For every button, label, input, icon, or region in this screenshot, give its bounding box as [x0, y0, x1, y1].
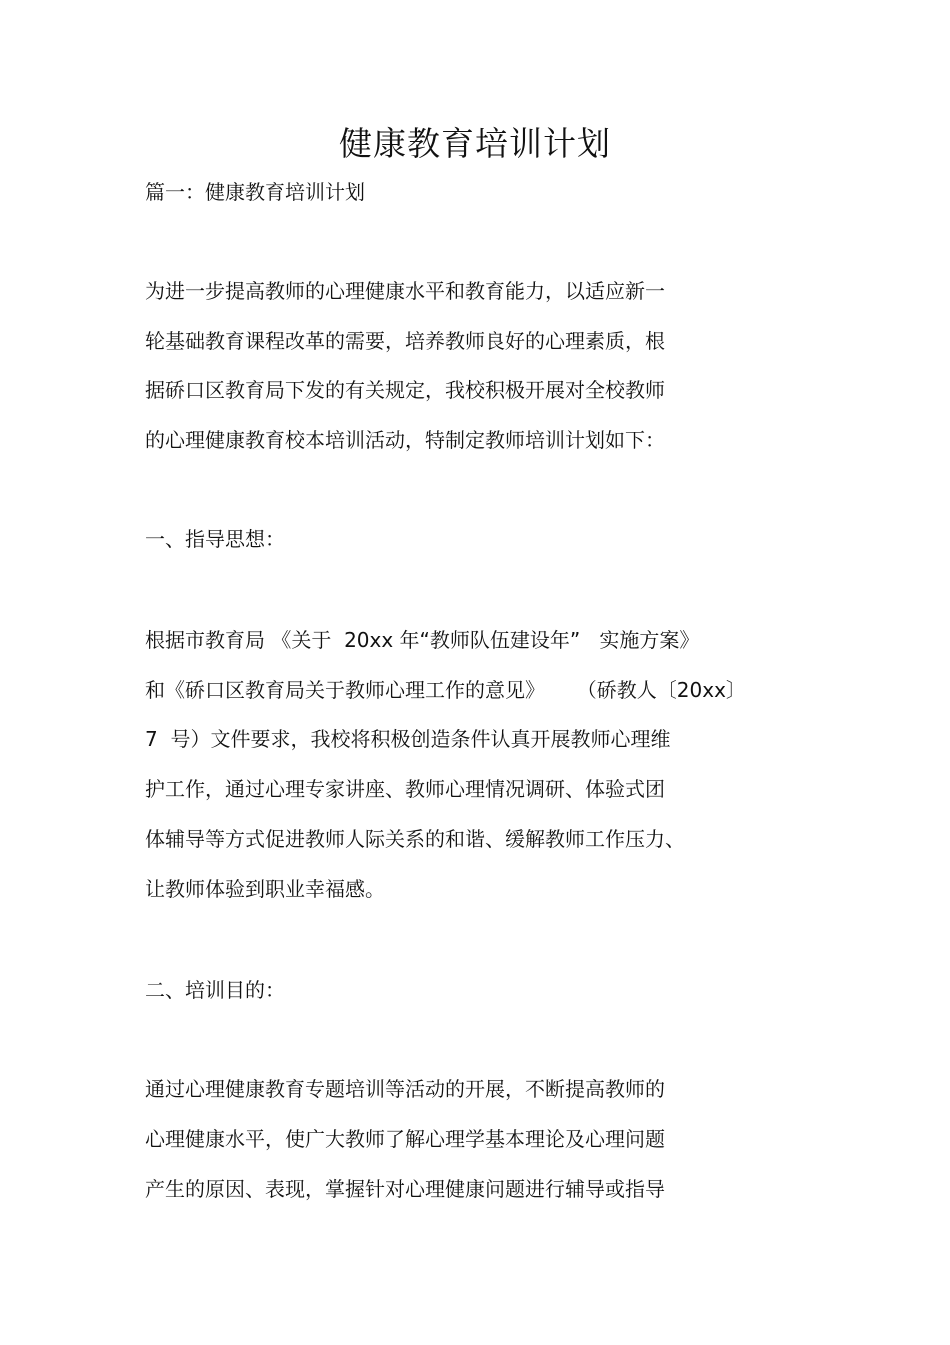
page-title: 健康教育培训计划: [339, 124, 611, 163]
paragraph-line: 体辅导等方式促进教师人际关系的和谐、缓解教师工作压力、: [145, 827, 685, 851]
paragraph-line: 根据市教育局 《关于 20xx 年“教师队伍建设年” 实施方案》: [145, 628, 700, 652]
subtitle: 篇一：健康教育培训计划: [145, 180, 365, 204]
paragraph-line: 轮基础教育课程改革的需要，培养教师良好的心理素质，根: [145, 329, 665, 353]
paragraph-line: 为进一步提高教师的心理健康水平和教育能力，以适应新一: [145, 279, 665, 303]
paragraph-line: 让教师体验到职业幸福感。: [145, 877, 385, 901]
paragraph-line: 心理健康水平，使广大教师了解心理学基本理论及心理问题: [145, 1127, 665, 1151]
section-heading-guiding-ideology: 一、指导思想：: [145, 527, 285, 551]
paragraph-line: 7 号）文件要求，我校将积极创造条件认真开展教师心理维: [145, 727, 671, 751]
paragraph-line: 护工作，通过心理专家讲座、教师心理情况调研、体验式团: [145, 777, 665, 801]
paragraph-line: 通过心理健康教育专题培训等活动的开展，不断提高教师的: [145, 1077, 665, 1101]
paragraph-line: 据硚口区教育局下发的有关规定，我校积极开展对全校教师: [145, 378, 665, 402]
paragraph-line: 的心理健康教育校本培训活动，特制定教师培训计划如下：: [145, 428, 665, 452]
paragraph-line: 和《硚口区教育局关于教师心理工作的意见》 （硚教人〔20xx〕: [145, 678, 746, 702]
paragraph-line: 产生的原因、表现，掌握针对心理健康问题进行辅导或指导: [145, 1177, 665, 1201]
section-heading-training-purpose: 二、培训目的：: [145, 978, 285, 1002]
